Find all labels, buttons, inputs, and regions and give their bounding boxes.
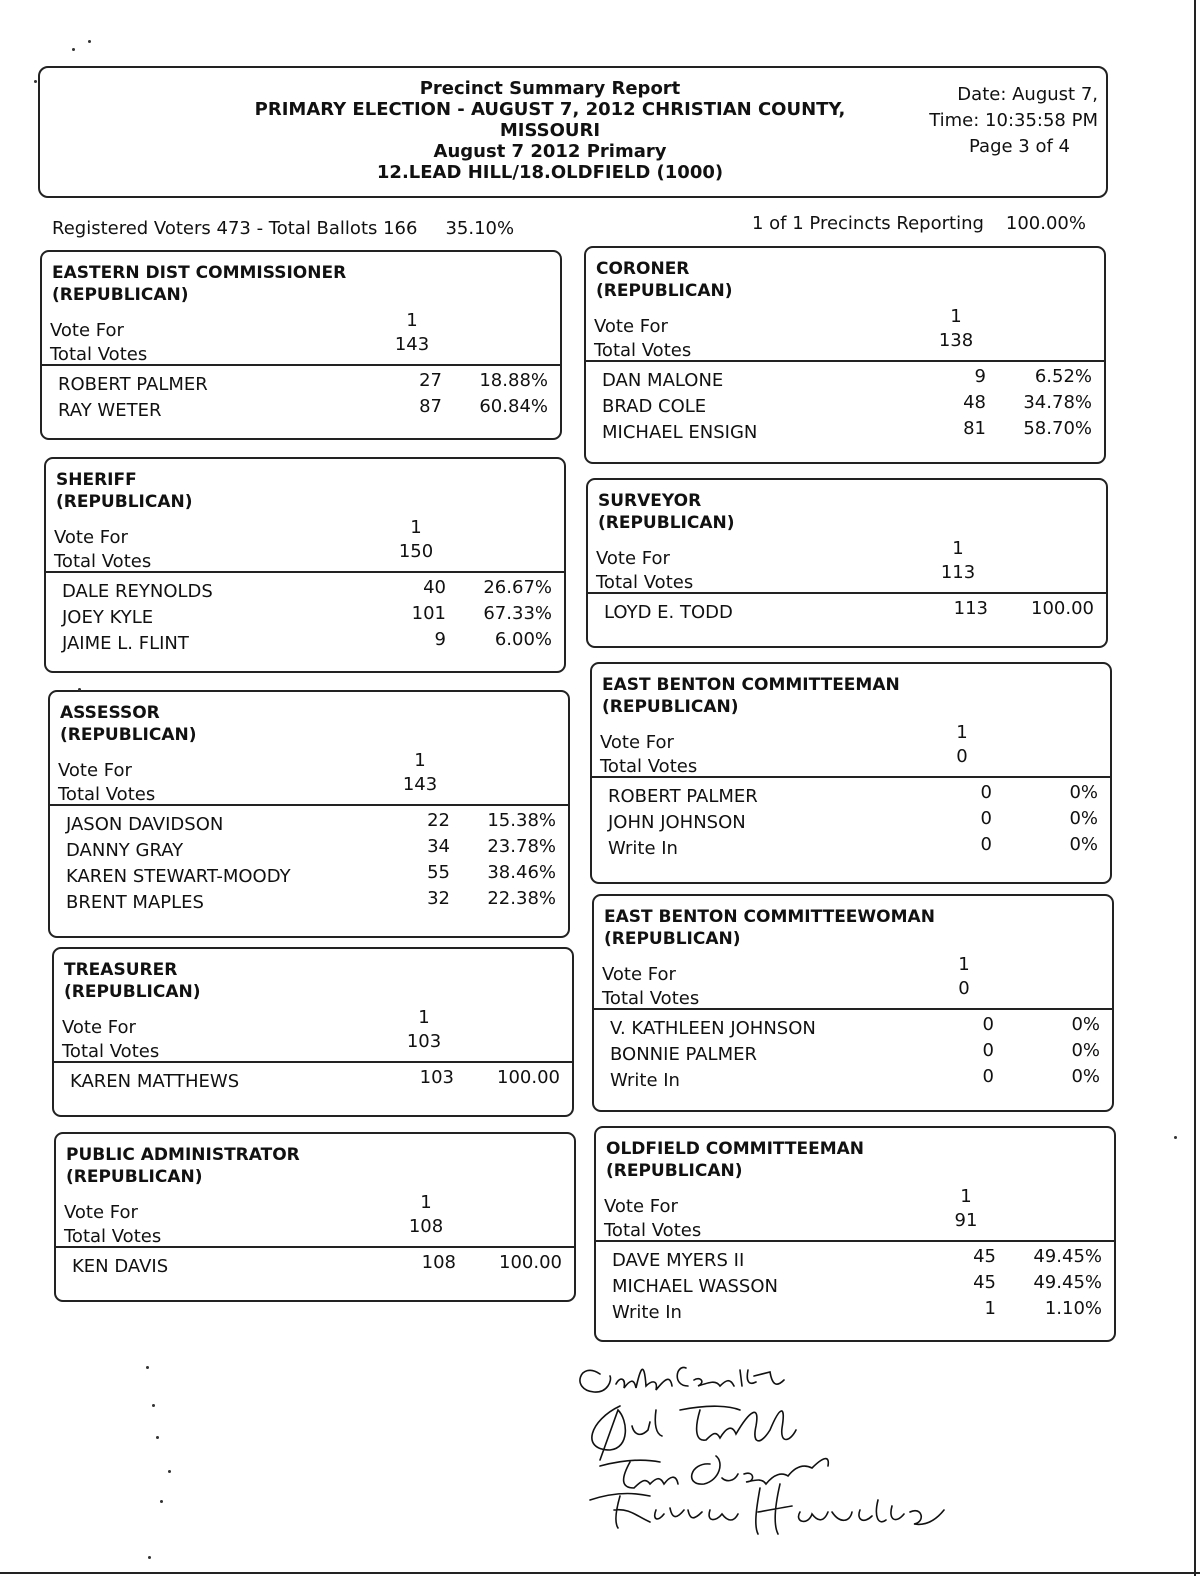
registered-voters: Registered Voters 473 - Total Ballots 166: [52, 218, 418, 239]
vote-for-label: Vote For: [64, 1202, 138, 1223]
candidate-votes: 81: [963, 418, 986, 439]
candidate-percent: 0%: [1069, 808, 1098, 829]
race-meta: [588, 534, 1106, 592]
candidate-list: [588, 592, 1106, 630]
race-office: EAST BENTON COMMITTEEMAN: [602, 675, 900, 695]
page-bottom-edge: [0, 1572, 1200, 1574]
candidate-votes: 0: [982, 1066, 994, 1087]
precinct-name: 12.LEAD HILL/18.OLDFIELD (1000): [376, 162, 724, 183]
election-name: PRIMARY ELECTION - AUGUST 7, 2012 CHRISTIAN COUNTY,: [254, 99, 846, 120]
candidate-row: [42, 398, 560, 424]
candidate-name: KEN DAVIS: [72, 1256, 169, 1277]
candidate-list: [42, 364, 560, 428]
candidate-row: [594, 1068, 1112, 1094]
total-votes-value: 113: [940, 562, 976, 583]
candidate-votes: 34: [427, 836, 450, 857]
vote-for-value: 1: [960, 1186, 972, 1207]
total-votes-label: Total Votes: [58, 784, 156, 805]
race-title: [50, 692, 568, 746]
vote-for-value: 1: [418, 1007, 430, 1028]
candidate-name: Write In: [610, 1070, 680, 1091]
candidate-votes: 40: [423, 577, 446, 598]
candidate-votes: 101: [411, 603, 446, 624]
candidate-votes: 9: [974, 366, 986, 387]
candidate-row: [586, 368, 1104, 394]
race-meta: [594, 950, 1112, 1008]
total-votes-value: 108: [408, 1216, 444, 1237]
candidate-row: [594, 1042, 1112, 1068]
race-party: (REPUBLICAN): [602, 697, 739, 717]
candidate-percent: 0%: [1069, 834, 1098, 855]
candidate-votes: 27: [419, 370, 442, 391]
page-edge: [1194, 0, 1196, 1576]
candidate-name: JOHN JOHNSON: [608, 812, 746, 833]
signature-1: [580, 1368, 784, 1393]
candidate-row: [46, 631, 564, 657]
race-meta: [54, 1003, 572, 1061]
candidate-list: [596, 1240, 1114, 1330]
candidate-votes: 0: [980, 834, 992, 855]
candidate-percent: 34.78%: [1023, 392, 1092, 413]
precincts-reporting: 1 of 1 Precincts Reporting: [752, 213, 984, 234]
candidate-votes: 45: [973, 1246, 996, 1267]
race-title: [592, 664, 1110, 718]
report-date: Date: August 7,: [957, 84, 1098, 105]
candidate-votes: 0: [982, 1040, 994, 1061]
signature-2: [592, 1406, 796, 1460]
race-title: [596, 1128, 1114, 1182]
report-title: Precinct Summary Report: [419, 78, 681, 99]
race-office: CORONER: [596, 259, 690, 279]
vote-for-label: Vote For: [54, 527, 128, 548]
candidate-list: [56, 1246, 574, 1284]
candidate-percent: 100.00: [499, 1252, 562, 1273]
candidate-list: [46, 571, 564, 661]
candidate-name: JOEY KYLE: [62, 607, 154, 628]
candidate-name: ROBERT PALMER: [608, 786, 758, 807]
race-office: OLDFIELD COMMITTEEMAN: [606, 1139, 865, 1159]
total-votes-value: 143: [394, 334, 430, 355]
race-party: (REPUBLICAN): [596, 281, 733, 301]
candidate-percent: 100.00: [497, 1067, 560, 1088]
candidate-name: JASON DAVIDSON: [66, 814, 224, 835]
registration-summary: [52, 218, 514, 239]
candidate-row: [46, 579, 564, 605]
vote-for-label: Vote For: [50, 320, 124, 341]
candidate-row: [50, 812, 568, 838]
precincts-summary: [752, 213, 1086, 234]
race-office: SHERIFF: [56, 470, 137, 490]
candidate-name: JAIME L. FLINT: [62, 633, 189, 654]
candidate-votes: 103: [419, 1067, 454, 1088]
candidate-percent: 6.52%: [1034, 366, 1092, 387]
race-meta: [56, 1188, 574, 1246]
candidate-percent: 18.88%: [479, 370, 548, 391]
race-title: [42, 252, 560, 306]
candidate-row: [50, 838, 568, 864]
candidate-name: KAREN STEWART-MOODY: [66, 866, 291, 887]
race-title: [594, 896, 1112, 950]
candidate-votes: 9: [434, 629, 446, 650]
candidate-percent: 0%: [1071, 1040, 1100, 1061]
race-meta: [596, 1182, 1114, 1240]
race-party: (REPUBLICAN): [52, 285, 189, 305]
signature-4: [590, 1484, 944, 1534]
race-party: (REPUBLICAN): [598, 513, 735, 533]
precincts-percent: 100.00%: [1005, 213, 1086, 234]
total-votes-label: Total Votes: [62, 1041, 160, 1062]
candidate-row: [54, 1069, 572, 1095]
vote-for-label: Vote For: [600, 732, 674, 753]
candidate-votes: 22: [427, 810, 450, 831]
total-votes-value: 103: [406, 1031, 442, 1052]
candidate-percent: 15.38%: [487, 810, 556, 831]
vote-for-label: Vote For: [58, 760, 132, 781]
race-box-east-benton-committeewoman: [592, 894, 1114, 1112]
candidate-votes: 0: [982, 1014, 994, 1035]
candidate-row: [596, 1248, 1114, 1274]
candidate-votes: 0: [980, 782, 992, 803]
candidate-list: [50, 804, 568, 920]
candidate-row: [592, 784, 1110, 810]
race-meta: [586, 302, 1104, 360]
total-votes-value: 0: [956, 746, 968, 767]
candidate-votes: 32: [427, 888, 450, 909]
candidate-votes: 48: [963, 392, 986, 413]
total-votes-value: 0: [958, 978, 970, 999]
race-party: (REPUBLICAN): [604, 929, 741, 949]
total-votes-value: 150: [398, 541, 434, 562]
candidate-percent: 49.45%: [1033, 1272, 1102, 1293]
candidate-votes: 108: [421, 1252, 456, 1273]
vote-for-value: 1: [414, 750, 426, 771]
race-party: (REPUBLICAN): [60, 725, 197, 745]
candidate-votes: 0: [980, 808, 992, 829]
vote-for-label: Vote For: [62, 1017, 136, 1038]
candidate-name: BRENT MAPLES: [66, 892, 204, 913]
race-office: EASTERN DIST COMMISSIONER: [52, 263, 347, 283]
total-votes-label: Total Votes: [604, 1220, 702, 1241]
race-party: (REPUBLICAN): [606, 1161, 743, 1181]
race-title: [586, 248, 1104, 302]
candidate-list: [592, 776, 1110, 866]
candidate-row: [50, 890, 568, 916]
race-box-eastern-dist-commissioner: [40, 250, 562, 440]
total-votes-value: 143: [402, 774, 438, 795]
vote-for-label: Vote For: [596, 548, 670, 569]
race-box-assessor: [48, 690, 570, 938]
total-votes-label: Total Votes: [600, 756, 698, 777]
vote-for-value: 1: [958, 954, 970, 975]
race-box-coroner: [584, 246, 1106, 464]
candidate-name: Write In: [612, 1302, 682, 1323]
candidate-name: ROBERT PALMER: [58, 374, 208, 395]
candidate-percent: 67.33%: [483, 603, 552, 624]
race-title: [46, 459, 564, 513]
candidate-list: [54, 1061, 572, 1099]
candidate-row: [56, 1254, 574, 1280]
candidate-row: [594, 1016, 1112, 1042]
candidate-votes: 45: [973, 1272, 996, 1293]
candidate-row: [586, 394, 1104, 420]
candidate-percent: 1.10%: [1044, 1298, 1102, 1319]
race-box-sheriff: [44, 457, 566, 673]
candidate-name: LOYD E. TODD: [604, 602, 733, 623]
vote-for-value: 1: [956, 722, 968, 743]
candidate-row: [586, 420, 1104, 446]
vote-for-label: Vote For: [602, 964, 676, 985]
candidate-percent: 26.67%: [483, 577, 552, 598]
race-title: [56, 1134, 574, 1188]
race-box-treasurer: [52, 947, 574, 1117]
candidate-percent: 58.70%: [1023, 418, 1092, 439]
race-party: (REPUBLICAN): [56, 492, 193, 512]
candidate-row: [42, 372, 560, 398]
report-time: Time: 10:35:58 PM: [929, 110, 1098, 131]
total-votes-label: Total Votes: [50, 344, 148, 365]
total-votes-label: Total Votes: [596, 572, 694, 593]
vote-for-value: 1: [410, 517, 422, 538]
candidate-votes: 113: [953, 598, 988, 619]
candidate-list: [594, 1008, 1112, 1098]
race-title: [588, 480, 1106, 534]
candidate-percent: 6.00%: [494, 629, 552, 650]
candidate-votes: 55: [427, 862, 450, 883]
race-box-east-benton-committeeman: [590, 662, 1112, 884]
candidate-name: BONNIE PALMER: [610, 1044, 757, 1065]
vote-for-label: Vote For: [594, 316, 668, 337]
race-office: EAST BENTON COMMITTEEWOMAN: [604, 907, 935, 927]
race-party: (REPUBLICAN): [66, 1167, 203, 1187]
candidate-votes: 1: [984, 1298, 996, 1319]
candidate-row: [592, 810, 1110, 836]
candidate-row: [596, 1274, 1114, 1300]
candidate-percent: 38.46%: [487, 862, 556, 883]
race-office: ASSESSOR: [60, 703, 160, 723]
candidate-percent: 0%: [1069, 782, 1098, 803]
total-votes-label: Total Votes: [64, 1226, 162, 1247]
vote-for-label: Vote For: [604, 1196, 678, 1217]
race-office: PUBLIC ADMINISTRATOR: [66, 1145, 300, 1165]
candidate-percent: 22.38%: [487, 888, 556, 909]
candidate-list: [586, 360, 1104, 450]
candidate-row: [596, 1300, 1114, 1326]
candidate-percent: 23.78%: [487, 836, 556, 857]
candidate-row: [46, 605, 564, 631]
candidate-percent: 0%: [1071, 1014, 1100, 1035]
race-box-public-administrator: [54, 1132, 576, 1302]
total-votes-value: 138: [938, 330, 974, 351]
election-state: MISSOURI: [499, 120, 601, 141]
election-subtitle: August 7 2012 Primary: [433, 141, 667, 162]
page-number: Page 3 of 4: [969, 136, 1070, 157]
race-meta: [42, 306, 560, 364]
race-title: [54, 949, 572, 1003]
report-title-block: [200, 78, 900, 183]
candidate-name: DANNY GRAY: [66, 840, 184, 861]
signatures-image: [560, 1350, 960, 1550]
candidate-name: DAVE MYERS II: [612, 1250, 745, 1271]
signature-3: [600, 1456, 828, 1488]
candidate-votes: 87: [419, 396, 442, 417]
total-votes-label: Total Votes: [602, 988, 700, 1009]
race-meta: [46, 513, 564, 571]
candidate-name: Write In: [608, 838, 678, 859]
candidate-percent: 0%: [1071, 1066, 1100, 1087]
report-meta: [929, 82, 1098, 160]
candidate-name: MICHAEL ENSIGN: [602, 422, 758, 443]
race-meta: [50, 746, 568, 804]
candidate-name: MICHAEL WASSON: [612, 1276, 778, 1297]
vote-for-value: 1: [420, 1192, 432, 1213]
candidate-percent: 49.45%: [1033, 1246, 1102, 1267]
candidate-row: [50, 864, 568, 890]
race-box-surveyor: [586, 478, 1108, 648]
turnout-percent: 35.10%: [445, 218, 515, 239]
race-meta: [592, 718, 1110, 776]
vote-for-value: 1: [950, 306, 962, 327]
total-votes-label: Total Votes: [54, 551, 152, 572]
candidate-name: RAY WETER: [58, 400, 162, 421]
vote-for-value: 1: [952, 538, 964, 559]
candidate-row: [588, 600, 1106, 626]
candidate-name: KAREN MATTHEWS: [70, 1071, 240, 1092]
candidate-name: DAN MALONE: [602, 370, 724, 391]
candidate-name: BRAD COLE: [602, 396, 707, 417]
race-box-oldfield-committeeman: [594, 1126, 1116, 1342]
candidate-name: V. KATHLEEN JOHNSON: [610, 1018, 816, 1039]
report-header: [38, 66, 1108, 198]
race-office: TREASURER: [64, 960, 178, 980]
race-office: SURVEYOR: [598, 491, 702, 511]
race-party: (REPUBLICAN): [64, 982, 201, 1002]
total-votes-label: Total Votes: [594, 340, 692, 361]
candidate-percent: 60.84%: [479, 396, 548, 417]
candidate-percent: 100.00: [1031, 598, 1094, 619]
total-votes-value: 91: [954, 1210, 978, 1231]
candidate-row: [592, 836, 1110, 862]
vote-for-value: 1: [406, 310, 418, 331]
candidate-name: DALE REYNOLDS: [62, 581, 213, 602]
